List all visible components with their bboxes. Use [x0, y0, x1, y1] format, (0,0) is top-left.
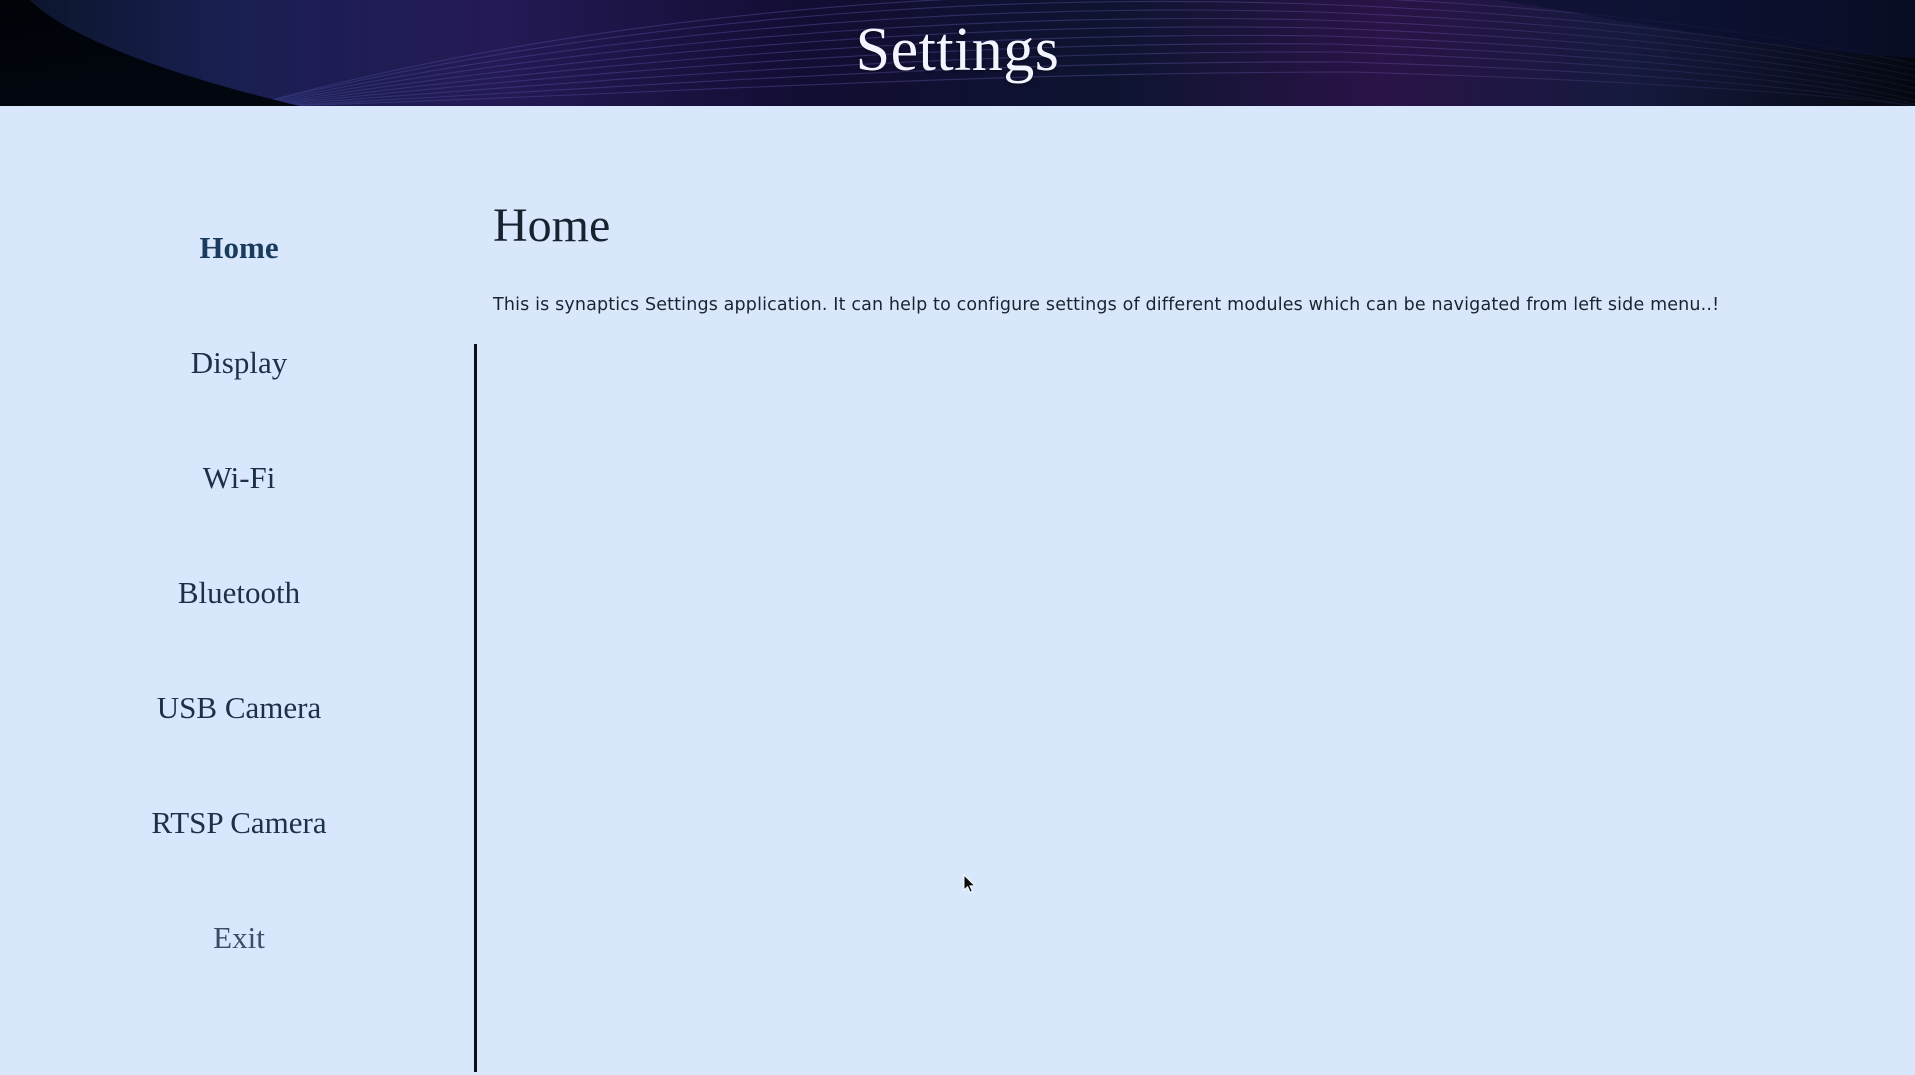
sidebar-item-exit[interactable]: Exit — [213, 920, 265, 955]
page-title: Home — [493, 199, 611, 252]
sidebar-item-display[interactable]: Display — [190, 345, 288, 380]
sidebar-divider — [474, 344, 477, 1072]
sidebar-item-bluetooth[interactable]: Bluetooth — [177, 575, 301, 610]
app-body — [0, 106, 1915, 1075]
sidebar-item-list — [0, 226, 478, 959]
title-bar — [0, 0, 1915, 106]
page-description: This is synaptics Settings application. It can help to configure settings of different modules which can be navigated from left side menu..! — [493, 295, 1720, 315]
sidebar-item-home[interactable]: Home — [199, 230, 279, 265]
sidebar-item-usb-camera[interactable]: USB Camera — [156, 690, 322, 725]
sidebar-item-wifi[interactable]: Wi-Fi — [202, 460, 276, 495]
sidebar-item-rtsp-camera[interactable]: RTSP Camera — [151, 805, 327, 840]
content-panel — [478, 106, 1915, 1075]
app-title: Settings — [855, 16, 1060, 84]
sidebar-nav — [0, 106, 478, 1075]
